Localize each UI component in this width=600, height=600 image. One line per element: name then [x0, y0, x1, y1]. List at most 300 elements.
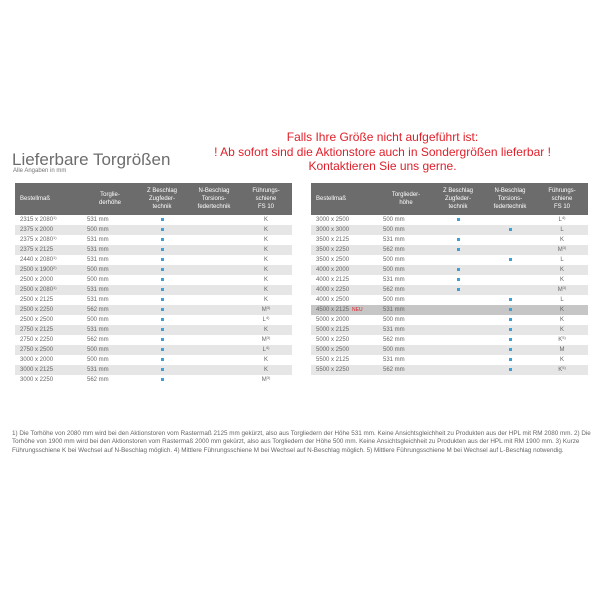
rail-value: K — [263, 237, 268, 243]
size-value: 2375 x 2080 — [20, 237, 54, 243]
cell-n-beschlag — [484, 325, 536, 335]
cell-z-beschlag — [432, 275, 484, 285]
cell-z-beschlag — [136, 275, 188, 285]
availability-marker-icon — [161, 298, 164, 301]
size-value: 2500 x 1900 — [20, 267, 54, 273]
cell-z-beschlag — [136, 365, 188, 375]
size-value: 5000 x 2500 — [316, 347, 350, 353]
cell-fuehrungsschiene — [240, 265, 292, 275]
cell-n-beschlag — [484, 365, 536, 375]
cell-n-beschlag — [188, 295, 240, 305]
cell-z-beschlag — [136, 255, 188, 265]
availability-marker-icon — [161, 238, 164, 241]
cell-z-beschlag — [432, 215, 484, 225]
cell-fuehrungsschiene — [536, 275, 588, 285]
notice-line-3: Kontaktieren Sie uns gerne. — [308, 159, 457, 173]
availability-marker-icon — [457, 268, 460, 271]
size-value: 2750 x 2250 — [20, 337, 54, 343]
sizes-table-left — [15, 183, 292, 385]
cell-z-beschlag — [432, 315, 484, 325]
table-row — [311, 255, 588, 265]
cell-fuehrungsschiene — [240, 285, 292, 295]
size-value: 4000 x 2125 — [316, 277, 350, 283]
cell-n-beschlag — [188, 265, 240, 275]
rail-value: K — [558, 337, 563, 343]
availability-marker-icon — [509, 358, 512, 361]
rail-value: K — [263, 277, 268, 283]
rail-value: K — [263, 367, 268, 373]
size-value: 4000 x 2500 — [316, 297, 350, 303]
table-header-row — [15, 183, 292, 215]
cell-torgliederhoehe: 531 mm — [380, 355, 432, 365]
size-value: 5000 x 2250 — [316, 337, 350, 343]
cell-torgliederhoehe: 500 mm — [84, 355, 136, 365]
cell-z-beschlag — [136, 335, 188, 345]
table-row — [15, 345, 292, 355]
size-value: 3000 x 2500 — [316, 217, 350, 223]
cell-fuehrungsschiene — [536, 255, 588, 265]
cell-n-beschlag — [188, 245, 240, 255]
availability-marker-icon — [509, 318, 512, 321]
table-row — [311, 275, 588, 285]
cell-bestellmass — [311, 355, 380, 365]
cell-torgliederhoehe: 500 mm — [380, 345, 432, 355]
cell-torgliederhoehe: 562 mm — [84, 375, 136, 385]
cell-z-beschlag — [432, 355, 484, 365]
cell-fuehrungsschiene — [536, 325, 588, 335]
cell-n-beschlag — [188, 335, 240, 345]
rail-value: L — [558, 217, 562, 223]
cell-z-beschlag — [136, 225, 188, 235]
size-value: 4000 x 2000 — [316, 267, 350, 273]
cell-bestellmass — [15, 325, 84, 335]
table-row — [15, 325, 292, 335]
cell-n-beschlag — [484, 215, 536, 225]
availability-marker-icon — [457, 278, 460, 281]
cell-torgliederhoehe: 531 mm — [84, 365, 136, 375]
cell-fuehrungsschiene — [536, 245, 588, 255]
table-row — [15, 265, 292, 275]
cell-bestellmass — [15, 345, 84, 355]
availability-marker-icon — [161, 218, 164, 221]
size-footnote-ref: 1) — [53, 255, 57, 260]
table-row — [311, 305, 588, 315]
cell-fuehrungsschiene — [536, 365, 588, 375]
notice-line-2: ! Ab sofort sind die Aktionstore auch in Sondergrößen lieferbar ! — [214, 144, 551, 159]
cell-fuehrungsschiene — [536, 295, 588, 305]
cell-z-beschlag — [432, 345, 484, 355]
cell-fuehrungsschiene — [240, 365, 292, 375]
size-value: 2440 x 2080 — [20, 257, 54, 263]
rail-value: K — [559, 267, 564, 273]
cell-torgliederhoehe: 562 mm — [380, 335, 432, 345]
rail-footnote-ref: 4) — [265, 315, 270, 320]
cell-n-beschlag — [484, 255, 536, 265]
cell-n-beschlag — [484, 245, 536, 255]
table-row — [15, 365, 292, 375]
cell-fuehrungsschiene — [536, 265, 588, 275]
size-value: 2750 x 2125 — [20, 327, 54, 333]
cell-bestellmass — [15, 375, 84, 385]
cell-bestellmass — [15, 245, 84, 255]
cell-bestellmass — [15, 265, 84, 275]
cell-n-beschlag — [188, 375, 240, 385]
cell-n-beschlag — [484, 335, 536, 345]
cell-torgliederhoehe: 531 mm — [380, 305, 432, 315]
cell-z-beschlag — [432, 335, 484, 345]
cell-torgliederhoehe: 531 mm — [84, 325, 136, 335]
table-row — [15, 305, 292, 315]
cell-z-beschlag — [432, 255, 484, 265]
cell-bestellmass — [15, 215, 84, 225]
cell-z-beschlag — [432, 225, 484, 235]
table-row — [311, 355, 588, 365]
rail-value: K — [263, 327, 268, 333]
cell-torgliederhoehe: 500 mm — [380, 265, 432, 275]
availability-marker-icon — [161, 358, 164, 361]
header-n-beschlag: N-Beschlag Torsions- federtechnik — [484, 183, 536, 215]
cell-fuehrungsschiene — [536, 315, 588, 325]
cell-n-beschlag — [484, 235, 536, 245]
cell-z-beschlag — [432, 365, 484, 375]
header-bestellmass: Bestellmaß — [311, 183, 380, 215]
cell-fuehrungsschiene — [240, 295, 292, 305]
availability-marker-icon — [509, 348, 512, 351]
rail-footnote-ref: 3) — [266, 335, 271, 340]
availability-marker-icon — [161, 308, 164, 311]
table-row — [15, 215, 292, 225]
size-value: 2500 x 2080 — [20, 287, 54, 293]
cell-n-beschlag — [484, 225, 536, 235]
cell-bestellmass — [311, 315, 380, 325]
header-z-beschlag: Z Beschlag Zugfeder- technik — [432, 183, 484, 215]
cell-fuehrungsschiene — [240, 345, 292, 355]
cell-torgliederhoehe: 562 mm — [380, 365, 432, 375]
cell-torgliederhoehe: 500 mm — [84, 275, 136, 285]
cell-torgliederhoehe: 531 mm — [84, 285, 136, 295]
cell-fuehrungsschiene — [240, 315, 292, 325]
rail-value: K — [263, 257, 268, 263]
cell-torgliederhoehe: 500 mm — [380, 295, 432, 305]
cell-n-beschlag — [484, 285, 536, 295]
cell-fuehrungsschiene — [536, 335, 588, 345]
rail-value: K — [263, 287, 268, 293]
cell-n-beschlag — [484, 355, 536, 365]
size-value: 2375 x 2125 — [20, 247, 54, 253]
cell-bestellmass — [15, 225, 84, 235]
table-row — [15, 335, 292, 345]
cell-n-beschlag — [188, 305, 240, 315]
size-value: 4000 x 2250 — [316, 287, 350, 293]
sizes-table-right — [311, 183, 588, 375]
size-footnote-ref: 1) — [53, 285, 57, 290]
cell-fuehrungsschiene — [240, 255, 292, 265]
cell-bestellmass — [311, 295, 380, 305]
cell-n-beschlag — [484, 295, 536, 305]
cell-bestellmass — [15, 365, 84, 375]
availability-marker-icon — [161, 368, 164, 371]
cell-z-beschlag — [432, 235, 484, 245]
cell-torgliederhoehe: 562 mm — [84, 305, 136, 315]
rail-footnote-ref: 3) — [562, 245, 567, 250]
cell-torgliederhoehe: 500 mm — [380, 215, 432, 225]
table-row — [15, 235, 292, 245]
cell-fuehrungsschiene — [240, 245, 292, 255]
header-fuehrungsschiene: Führungs- schiene FS 10 — [536, 183, 588, 215]
table-row — [15, 355, 292, 365]
rail-value: L — [560, 297, 564, 303]
cell-torgliederhoehe: 531 mm — [380, 235, 432, 245]
rail-value: L — [560, 257, 564, 263]
size-value: 2750 x 2500 — [20, 347, 54, 353]
availability-marker-icon — [161, 288, 164, 291]
cell-bestellmass — [311, 235, 380, 245]
availability-marker-icon — [509, 308, 512, 311]
rail-value: K — [263, 247, 268, 253]
rail-value: M — [261, 337, 267, 343]
rail-value: M — [261, 377, 267, 383]
table-row — [15, 275, 292, 285]
size-value: 2375 x 2000 — [20, 227, 54, 233]
cell-n-beschlag — [188, 215, 240, 225]
cell-bestellmass — [311, 325, 380, 335]
footnotes: 1) Die Torhöhe von 2080 mm wird bei den Aktionstoren vom Rastermaß 2125 mm gekürzt, also aus Torgliedern der Höhe 531 mm. Keine Ansichtsgleichheit zu Produkten aus der HPL mit RM 2080 mm. 2) Die Torhöhe von 1900 mm wird bei den Aktionstoren vom Rastermaß 2000 mm gekürzt, also aus Torgliedern der Höhe 500 mm. Keine Ansichtsgleichheit zu Produkten aus der HPL mit RM 1900 mm. 3) Kurze Führungsschiene K bei Wechsel auf N-Beschlag möglich. 4) Mittlere Führungsschiene M bei Wechsel auf N-Beschlag möglich. 5) Mittlere Führungsschiene M bei Wechsel auf L-Beschlag notwendig. — [12, 430, 591, 454]
table-row — [311, 235, 588, 245]
cell-z-beschlag — [432, 265, 484, 275]
cell-torgliederhoehe: 531 mm — [380, 275, 432, 285]
rail-value: K — [263, 227, 268, 233]
availability-marker-icon — [457, 248, 460, 251]
size-value: 4500 x 2125 — [316, 307, 350, 313]
rail-value: M — [261, 307, 267, 313]
cell-fuehrungsschiene — [240, 215, 292, 225]
cell-fuehrungsschiene — [240, 375, 292, 385]
availability-marker-icon — [161, 378, 164, 381]
availability-marker-icon — [457, 218, 460, 221]
rail-value: K — [263, 297, 268, 303]
rail-value: K — [263, 357, 268, 363]
cell-bestellmass — [311, 225, 380, 235]
cell-n-beschlag — [188, 255, 240, 265]
header-torgliederhoehe: Torglie- derhöhe — [84, 183, 136, 215]
cell-bestellmass — [311, 305, 380, 315]
cell-z-beschlag — [136, 315, 188, 325]
cell-bestellmass — [15, 295, 84, 305]
cell-z-beschlag — [432, 295, 484, 305]
cell-n-beschlag — [188, 325, 240, 335]
size-footnote-ref: 1) — [53, 215, 57, 220]
rail-value: K — [558, 367, 563, 373]
size-value: 5000 x 2000 — [316, 317, 350, 323]
size-footnote-ref: 1) — [53, 235, 57, 240]
cell-n-beschlag — [188, 345, 240, 355]
size-value: 3500 x 2125 — [316, 237, 350, 243]
cell-bestellmass — [15, 275, 84, 285]
table-row — [311, 265, 588, 275]
cell-bestellmass — [15, 285, 84, 295]
availability-marker-icon — [457, 288, 460, 291]
size-footnote-ref: 2) — [53, 265, 57, 270]
rail-value: M — [559, 347, 565, 353]
cell-n-beschlag — [484, 265, 536, 275]
rail-value: L — [262, 347, 266, 353]
rail-value: M — [557, 247, 563, 253]
header-fuehrungsschiene: Führungs- schiene FS 10 — [240, 183, 292, 215]
rail-value: M — [557, 287, 563, 293]
cell-bestellmass — [311, 275, 380, 285]
cell-bestellmass — [15, 315, 84, 325]
cell-torgliederhoehe: 562 mm — [380, 285, 432, 295]
availability-marker-icon — [161, 318, 164, 321]
rail-value: K — [559, 277, 564, 283]
size-value: 3500 x 2250 — [316, 247, 350, 253]
notice-line-1: Falls Ihre Größe nicht aufgeführt ist: — [286, 130, 479, 144]
cell-fuehrungsschiene — [536, 345, 588, 355]
table-row — [15, 225, 292, 235]
cell-bestellmass — [15, 305, 84, 315]
rail-value: K — [559, 237, 564, 243]
availability-marker-icon — [161, 338, 164, 341]
cell-z-beschlag — [432, 245, 484, 255]
availability-marker-icon — [161, 268, 164, 271]
rail-value: K — [559, 317, 564, 323]
cell-n-beschlag — [188, 355, 240, 365]
table-row — [15, 375, 292, 385]
availability-marker-icon — [161, 348, 164, 351]
rail-value: L — [262, 317, 266, 323]
cell-z-beschlag — [136, 245, 188, 255]
cell-bestellmass — [311, 215, 380, 225]
availability-marker-icon — [509, 298, 512, 301]
availability-marker-icon — [509, 258, 512, 261]
cell-torgliederhoehe: 500 mm — [84, 265, 136, 275]
cell-z-beschlag — [136, 215, 188, 225]
cell-bestellmass — [15, 235, 84, 245]
cell-z-beschlag — [136, 375, 188, 385]
cell-n-beschlag — [188, 275, 240, 285]
rail-value: K — [559, 327, 564, 333]
cell-fuehrungsschiene — [536, 235, 588, 245]
availability-marker-icon — [161, 228, 164, 231]
cell-torgliederhoehe: 562 mm — [380, 245, 432, 255]
size-value: 2500 x 2000 — [20, 277, 54, 283]
table-row — [311, 285, 588, 295]
rail-footnote-ref: 5) — [562, 365, 566, 370]
custom-size-notice — [150, 130, 600, 174]
cell-fuehrungsschiene — [240, 325, 292, 335]
availability-marker-icon — [509, 228, 512, 231]
rail-footnote-ref: 3) — [266, 305, 271, 310]
rail-footnote-ref: 3) — [266, 375, 271, 380]
size-value: 5000 x 2125 — [316, 327, 350, 333]
cell-z-beschlag — [136, 295, 188, 305]
size-value: 3000 x 2125 — [20, 367, 54, 373]
table-row — [311, 335, 588, 345]
cell-torgliederhoehe: 500 mm — [380, 255, 432, 265]
cell-n-beschlag — [188, 285, 240, 295]
page-title: Lieferbare Torgrößen — [12, 150, 171, 169]
table-row — [15, 295, 292, 305]
table-row — [311, 365, 588, 375]
cell-z-beschlag — [136, 285, 188, 295]
table-row — [15, 245, 292, 255]
cell-torgliederhoehe: 500 mm — [380, 315, 432, 325]
size-value: 3000 x 3000 — [316, 227, 350, 233]
size-value: 3500 x 2500 — [316, 257, 350, 263]
table-row — [311, 225, 588, 235]
size-value: 3000 x 2250 — [20, 377, 54, 383]
cell-z-beschlag — [136, 325, 188, 335]
rail-value: L — [560, 227, 564, 233]
header-bestellmass: Bestellmaß — [15, 183, 84, 215]
cell-torgliederhoehe: 531 mm — [84, 255, 136, 265]
cell-n-beschlag — [484, 315, 536, 325]
cell-n-beschlag — [188, 365, 240, 375]
cell-torgliederhoehe: 500 mm — [84, 345, 136, 355]
size-value: 3000 x 2000 — [20, 357, 54, 363]
table-row — [311, 295, 588, 305]
availability-marker-icon — [509, 338, 512, 341]
cell-z-beschlag — [136, 235, 188, 245]
cell-z-beschlag — [136, 265, 188, 275]
new-badge: NEU — [352, 307, 363, 313]
cell-fuehrungsschiene — [240, 355, 292, 365]
availability-marker-icon — [161, 278, 164, 281]
rail-footnote-ref: 5) — [562, 335, 566, 340]
table-row — [311, 325, 588, 335]
header-torgliederhoehe: Torglieder- höhe — [380, 183, 432, 215]
rail-footnote-ref: 3) — [562, 285, 567, 290]
cell-z-beschlag — [432, 325, 484, 335]
cell-fuehrungsschiene — [536, 215, 588, 225]
cell-torgliederhoehe: 500 mm — [84, 315, 136, 325]
cell-fuehrungsschiene — [536, 355, 588, 365]
cell-fuehrungsschiene — [536, 305, 588, 315]
cell-torgliederhoehe: 531 mm — [84, 235, 136, 245]
cell-n-beschlag — [484, 275, 536, 285]
cell-torgliederhoehe: 531 mm — [84, 215, 136, 225]
availability-marker-icon — [161, 248, 164, 251]
size-value: 2500 x 2250 — [20, 307, 54, 313]
cell-torgliederhoehe: 531 mm — [380, 325, 432, 335]
cell-bestellmass — [311, 335, 380, 345]
cell-n-beschlag — [188, 235, 240, 245]
cell-fuehrungsschiene — [536, 285, 588, 295]
table-row — [15, 255, 292, 265]
cell-n-beschlag — [484, 345, 536, 355]
table-row — [15, 315, 292, 325]
cell-n-beschlag — [188, 315, 240, 325]
cell-z-beschlag — [432, 285, 484, 295]
availability-marker-icon — [161, 258, 164, 261]
cell-n-beschlag — [188, 225, 240, 235]
cell-fuehrungsschiene — [240, 275, 292, 285]
rail-footnote-ref: 4) — [265, 345, 270, 350]
cell-fuehrungsschiene — [240, 225, 292, 235]
size-value: 5500 x 2125 — [316, 357, 350, 363]
cell-bestellmass — [311, 245, 380, 255]
cell-fuehrungsschiene — [240, 305, 292, 315]
header-n-beschlag: N-Beschlag Torsions- federtechnik — [188, 183, 240, 215]
cell-torgliederhoehe: 531 mm — [84, 295, 136, 305]
rail-footnote-ref: 4) — [561, 215, 566, 220]
page-subtitle: Alle Angaben in mm — [13, 168, 67, 174]
cell-bestellmass — [311, 265, 380, 275]
cell-z-beschlag — [136, 355, 188, 365]
table-row — [15, 285, 292, 295]
table-header-row — [311, 183, 588, 215]
cell-torgliederhoehe: 562 mm — [84, 335, 136, 345]
